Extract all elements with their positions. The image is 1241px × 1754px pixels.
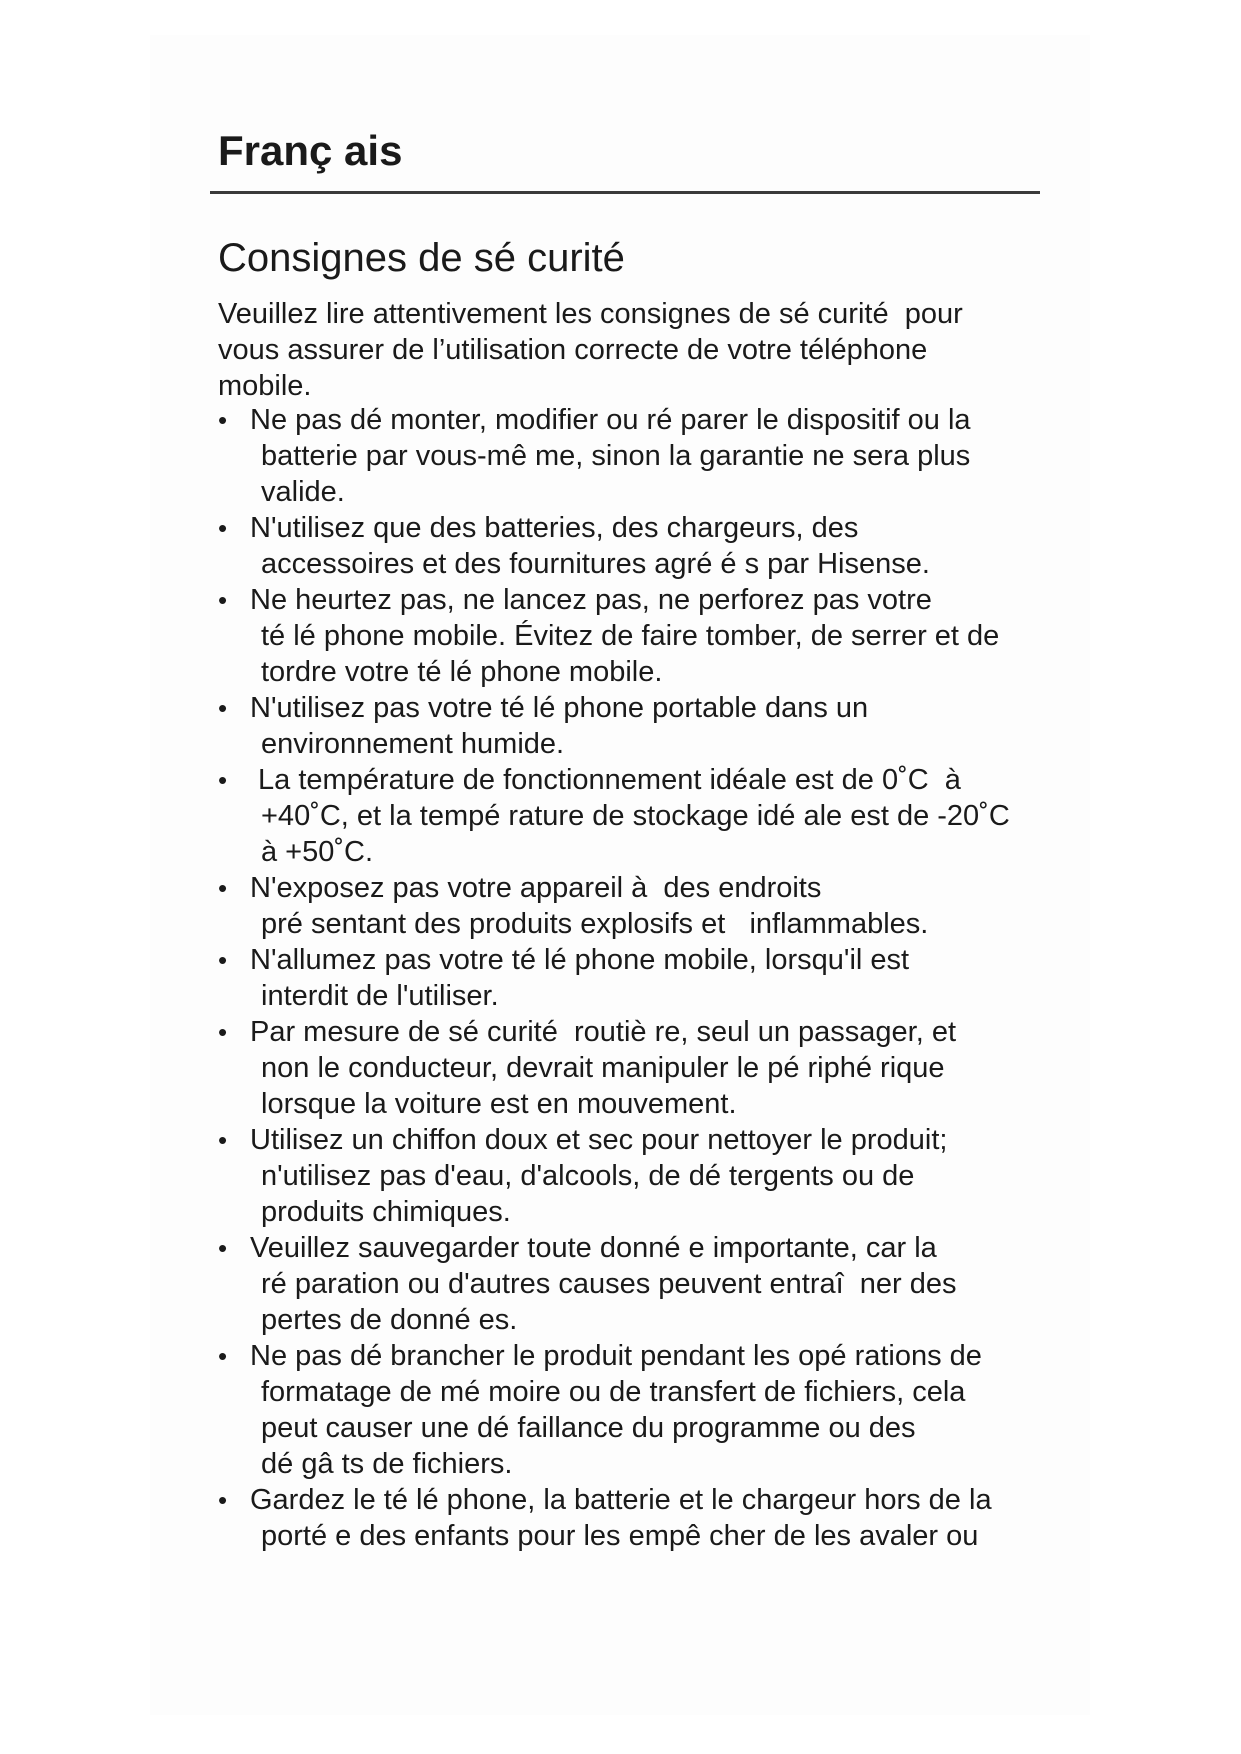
- bullet-icon: •: [218, 585, 228, 615]
- bullet-text-line: Ne pas dé brancher le produit pendant les opé rations de: [250, 1340, 982, 1372]
- bullet-text-line: à +50˚C.: [261, 836, 374, 868]
- safety-instruction-item: [218, 690, 1058, 762]
- bullet-text-line: pré sentant des produits explosifs et inflammables.: [261, 908, 929, 940]
- bullet-text-line: produits chimiques.: [261, 1196, 511, 1228]
- bullet-text-line: n'utilisez pas d'eau, d'alcools, de dé tergents ou de: [261, 1160, 915, 1192]
- bullet-text-line: Gardez le té lé phone, la batterie et le chargeur hors de la: [250, 1484, 992, 1516]
- bullet-icon: •: [218, 1341, 228, 1371]
- bullet-text-line: N'exposez pas votre appareil à des endroits: [250, 872, 822, 904]
- bullet-text-line: lorsque la voiture est en mouvement.: [261, 1088, 737, 1120]
- bullet-text-line: formatage de mé moire ou de transfert de fichiers, cela: [261, 1376, 966, 1408]
- bullet-text-line: Veuillez sauvegarder toute donné e importante, car la: [250, 1232, 937, 1264]
- bullet-icon: •: [218, 405, 228, 435]
- safety-instruction-item: [218, 1230, 1058, 1338]
- bullet-text-line: non le conducteur, devrait manipuler le pé riphé rique: [261, 1052, 945, 1084]
- bullet-text-line: Par mesure de sé curité routiè re, seul un passager, et: [250, 1016, 957, 1048]
- bullet-icon: •: [218, 1017, 228, 1047]
- intro-paragraph: [218, 296, 1048, 404]
- bullet-text-line: +40˚C, et la tempé rature de stockage idé ale est de -20˚C: [261, 800, 1010, 832]
- bullet-text-line: N'utilisez pas votre té lé phone portable dans un: [250, 692, 869, 724]
- bullet-icon: •: [218, 873, 228, 903]
- bullet-icon: •: [218, 1233, 228, 1263]
- bullet-text-line: N'utilisez que des batteries, des chargeurs, des: [250, 512, 859, 544]
- bullet-text-line: La température de fonctionnement idéale est de 0˚C à: [250, 764, 961, 796]
- safety-instruction-item: [218, 1014, 1058, 1122]
- bullet-text-line: environnement humide.: [261, 728, 565, 760]
- bullet-text-line: accessoires et des fournitures agré é s par Hisense.: [261, 548, 930, 580]
- bullet-text-line: porté e des enfants pour les empê cher de les avaler ou: [261, 1520, 979, 1552]
- safety-instruction-item: [218, 582, 1058, 690]
- bullet-text-line: valide.: [261, 476, 345, 508]
- bullet-text-line: té lé phone mobile. Évitez de faire tomber, de serrer et de: [261, 620, 1000, 652]
- bullet-text-line: ré paration ou d'autres causes peuvent entraî ner des: [261, 1268, 957, 1300]
- language-heading: Franç ais: [218, 127, 403, 174]
- bullet-text-line: N'allumez pas votre té lé phone mobile, lorsqu'il est: [250, 944, 910, 976]
- bullet-icon: •: [218, 765, 228, 795]
- bullet-icon: •: [218, 945, 228, 975]
- bullet-text-line: peut causer une dé faillance du programme ou des: [261, 1412, 916, 1444]
- safety-instruction-item: [218, 762, 1058, 870]
- safety-instruction-item: [218, 402, 1058, 510]
- intro-line: vous assurer de l’utilisation correcte de votre téléphone: [218, 334, 928, 366]
- safety-instruction-item: [218, 942, 1058, 1014]
- safety-instructions-list: [218, 402, 1058, 1554]
- bullet-icon: •: [218, 1125, 228, 1155]
- bullet-text-line: Utilisez un chiffon doux et sec pour nettoyer le produit;: [250, 1124, 948, 1156]
- bullet-icon: •: [218, 693, 228, 723]
- bullet-text-line: tordre votre té lé phone mobile.: [261, 656, 663, 688]
- bullet-text-line: dé gâ ts de fichiers.: [261, 1448, 513, 1480]
- bullet-text-line: pertes de donné es.: [261, 1304, 518, 1336]
- intro-line: Veuillez lire attentivement les consignes de sé curité pour: [218, 298, 963, 330]
- bullet-text-line: Ne pas dé monter, modifier ou ré parer le dispositif ou la: [250, 404, 971, 436]
- bullet-icon: •: [218, 1485, 228, 1515]
- safety-instruction-item: [218, 870, 1058, 942]
- safety-instruction-item: [218, 1338, 1058, 1482]
- bullet-icon: •: [218, 513, 228, 543]
- safety-instruction-item: [218, 1482, 1058, 1554]
- bullet-text-line: batterie par vous-mê me, sinon la garantie ne sera plus: [261, 440, 971, 472]
- intro-line: mobile.: [218, 370, 312, 402]
- safety-instruction-item: [218, 510, 1058, 582]
- heading-divider: [210, 191, 1040, 194]
- bullet-text-line: interdit de l'utiliser.: [261, 980, 499, 1012]
- safety-instruction-item: [218, 1122, 1058, 1230]
- section-title: Consignes de sé curité: [218, 236, 625, 280]
- bullet-text-line: Ne heurtez pas, ne lancez pas, ne perforez pas votre: [250, 584, 932, 616]
